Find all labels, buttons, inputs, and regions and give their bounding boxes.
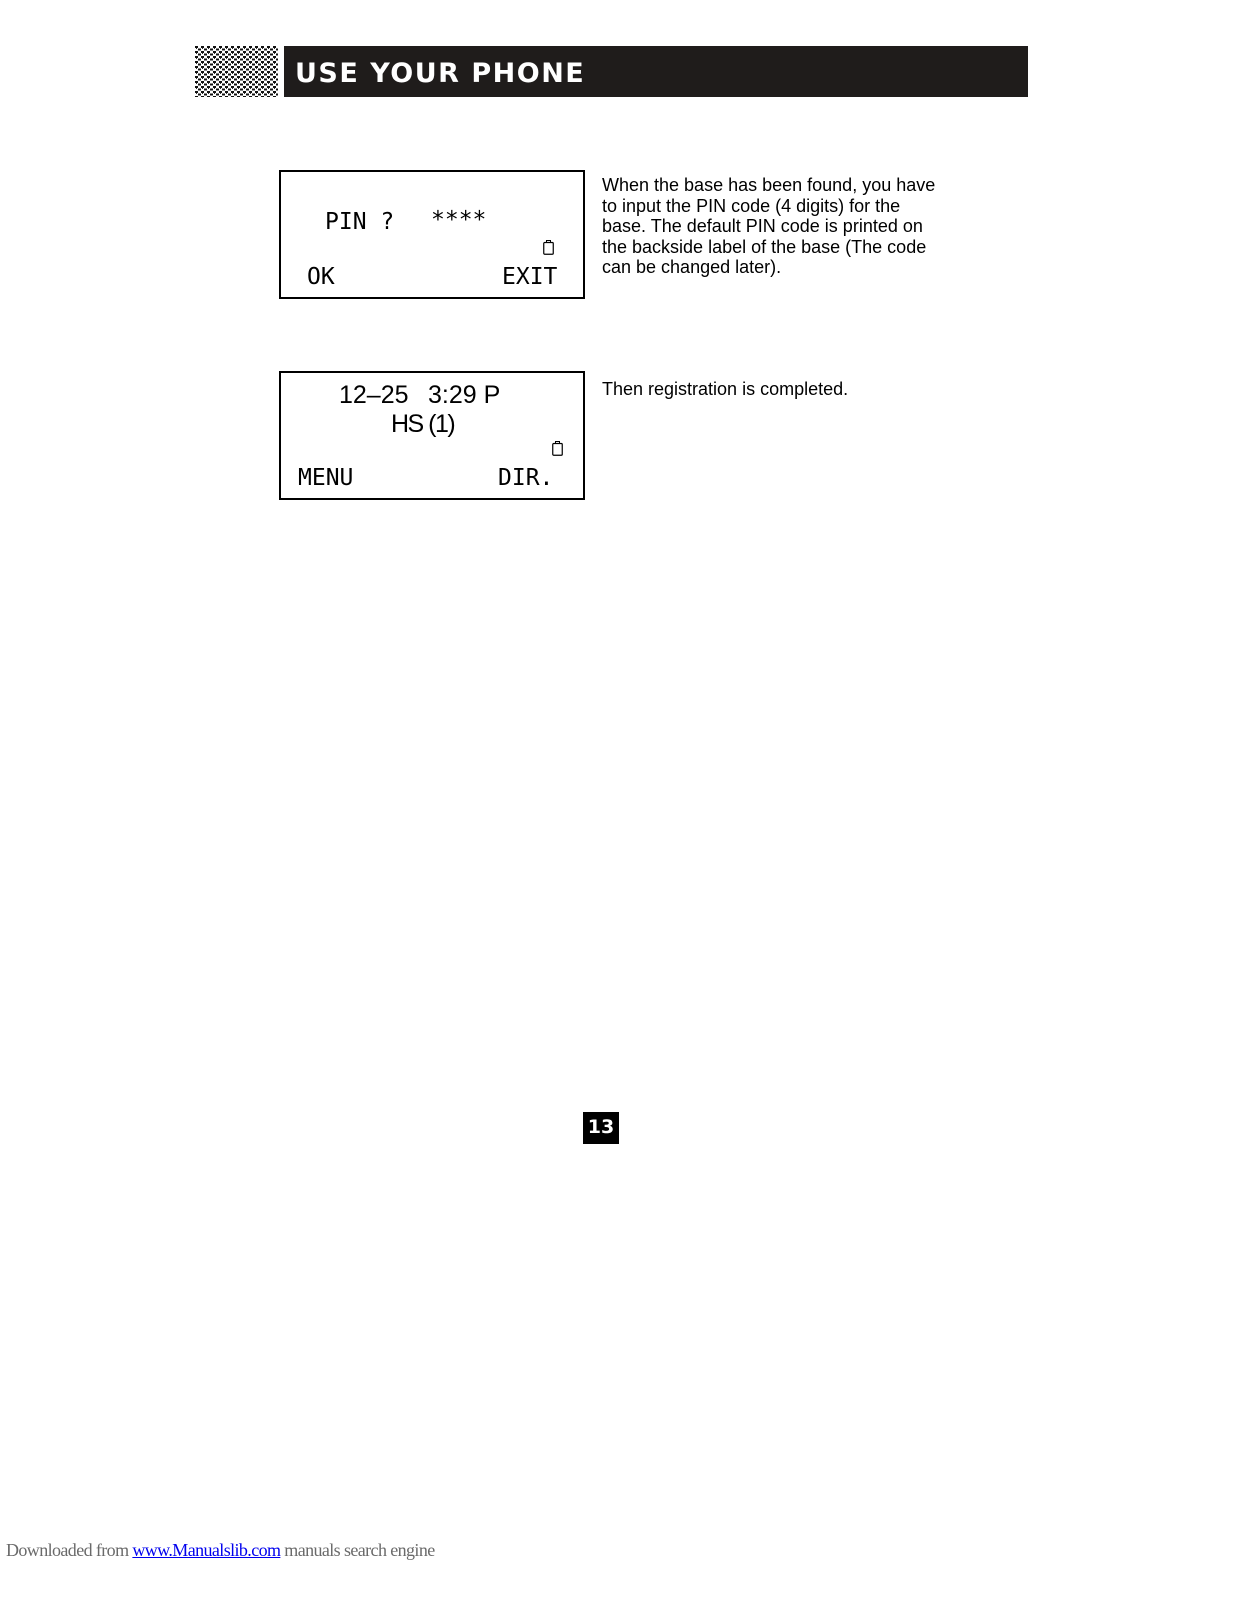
lcd-screen-idle [279,371,585,500]
footer [6,1540,435,1561]
softkey-menu: MENU [298,465,354,491]
pin-value: **** [431,207,487,233]
header-pattern-logo [195,46,278,97]
page-title: USE YOUR PHONE [295,58,586,89]
battery-icon [552,441,563,456]
lcd-screen-pin [279,170,585,299]
footer-suffix: manuals search engine [280,1540,435,1560]
pin-prompt-label: PIN ? [325,209,395,235]
softkey-exit: EXIT [502,264,558,290]
footer-prefix: Downloaded from [6,1540,133,1560]
battery-icon [543,240,554,255]
date-readout: 12–25 [339,381,409,409]
header-bar [284,46,1028,97]
time-readout: 3:29 P [428,381,501,409]
handset-label: HS (1) [391,410,455,438]
manualslib-link[interactable]: www.Manualslib.com [132,1540,281,1560]
registration-description: Then registration is completed. [602,379,849,399]
pin-description: When the base has been found, you have to input the PIN code (4 digits) for the base. The default PIN code is printed on the backside label of the base (The code can be changed later). [602,175,936,278]
softkey-ok: OK [307,264,335,290]
softkey-dir: DIR. [498,465,554,491]
page-number: 13 [583,1112,619,1144]
